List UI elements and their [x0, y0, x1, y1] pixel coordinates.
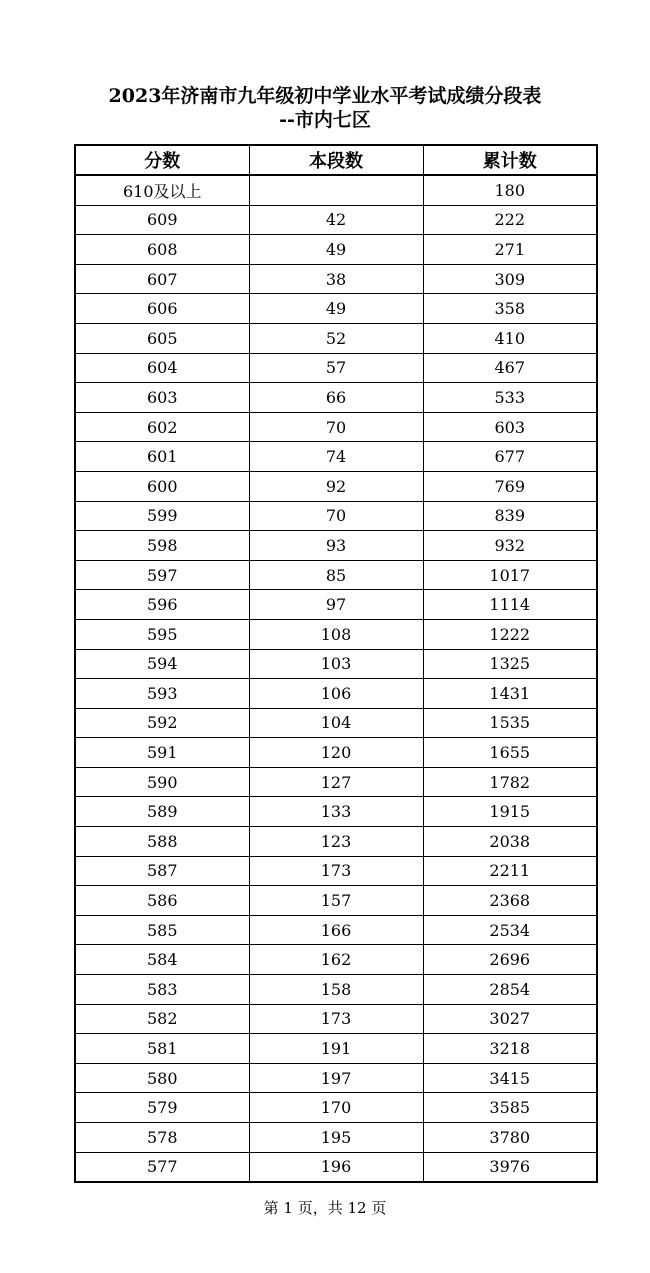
table-row: [75, 1063, 597, 1093]
table-row: [75, 205, 597, 235]
cell-score: 594: [75, 649, 249, 679]
table-row: [75, 619, 597, 649]
table-row: [75, 915, 597, 945]
header-segment-count: 本段数: [249, 145, 423, 175]
table-row: [75, 797, 597, 827]
cell-cumulative-count: 839: [423, 501, 597, 531]
cell-cumulative-count: 3415: [423, 1063, 597, 1093]
cell-cumulative-count: 410: [423, 323, 597, 353]
cell-score: 595: [75, 619, 249, 649]
table-row: [75, 1093, 597, 1123]
cell-segment-count: 103: [249, 649, 423, 679]
page-footer: 第 1 页，共 12 页: [263, 1199, 387, 1217]
table-row: [75, 975, 597, 1005]
cell-score: 585: [75, 915, 249, 945]
header-cumulative-count: 累计数: [423, 145, 597, 175]
cell-score: 583: [75, 975, 249, 1005]
cell-score: 578: [75, 1123, 249, 1153]
cell-segment-count: 197: [249, 1063, 423, 1093]
table-row: [75, 590, 597, 620]
cell-cumulative-count: 1915: [423, 797, 597, 827]
cell-score: 604: [75, 353, 249, 383]
table-row: [75, 1152, 597, 1182]
header-score: 分数: [75, 145, 249, 175]
document-subtitle: --市内七区: [279, 109, 371, 131]
cell-segment-count: 93: [249, 531, 423, 561]
cell-segment-count: 162: [249, 945, 423, 975]
cell-segment-count: 158: [249, 975, 423, 1005]
cell-score: 608: [75, 235, 249, 265]
cell-cumulative-count: 1222: [423, 619, 597, 649]
cell-cumulative-count: 3027: [423, 1004, 597, 1034]
cell-cumulative-count: 2696: [423, 945, 597, 975]
cell-segment-count: [249, 175, 423, 205]
table-row: [75, 175, 597, 205]
cell-score: 587: [75, 856, 249, 886]
table-row: [75, 708, 597, 738]
cell-score: 584: [75, 945, 249, 975]
cell-segment-count: 104: [249, 708, 423, 738]
cell-segment-count: 52: [249, 323, 423, 353]
cell-segment-count: 66: [249, 383, 423, 413]
cell-segment-count: 49: [249, 235, 423, 265]
cell-score: 593: [75, 679, 249, 709]
cell-segment-count: 97: [249, 590, 423, 620]
cell-segment-count: 191: [249, 1034, 423, 1064]
cell-cumulative-count: 1325: [423, 649, 597, 679]
cell-cumulative-count: 677: [423, 442, 597, 472]
table-row: [75, 501, 597, 531]
cell-cumulative-count: 358: [423, 294, 597, 324]
cell-cumulative-count: 2854: [423, 975, 597, 1005]
cell-score: 577: [75, 1152, 249, 1182]
cell-cumulative-count: 467: [423, 353, 597, 383]
cell-segment-count: 127: [249, 767, 423, 797]
cell-segment-count: 57: [249, 353, 423, 383]
table-row: [75, 560, 597, 590]
cell-segment-count: 106: [249, 679, 423, 709]
cell-segment-count: 120: [249, 738, 423, 768]
cell-cumulative-count: 932: [423, 531, 597, 561]
cell-score: 607: [75, 264, 249, 294]
table-row: [75, 886, 597, 916]
cell-score: 589: [75, 797, 249, 827]
cell-score: 591: [75, 738, 249, 768]
cell-cumulative-count: 2211: [423, 856, 597, 886]
cell-cumulative-count: 309: [423, 264, 597, 294]
cell-cumulative-count: 3780: [423, 1123, 597, 1153]
table-row: [75, 767, 597, 797]
cell-cumulative-count: 222: [423, 205, 597, 235]
cell-cumulative-count: 769: [423, 471, 597, 501]
cell-segment-count: 133: [249, 797, 423, 827]
cell-segment-count: 195: [249, 1123, 423, 1153]
table-row: [75, 1004, 597, 1034]
cell-score: 600: [75, 471, 249, 501]
cell-cumulative-count: 1655: [423, 738, 597, 768]
cell-cumulative-count: 1017: [423, 560, 597, 590]
cell-segment-count: 92: [249, 471, 423, 501]
table-row: [75, 1034, 597, 1064]
cell-score: 579: [75, 1093, 249, 1123]
cell-score: 605: [75, 323, 249, 353]
cell-segment-count: 108: [249, 619, 423, 649]
document-title: 2023年济南市九年级初中学业水平考试成绩分段表: [108, 85, 542, 107]
table-header-row: [75, 145, 597, 175]
cell-cumulative-count: 2534: [423, 915, 597, 945]
cell-cumulative-count: 2368: [423, 886, 597, 916]
cell-segment-count: 70: [249, 412, 423, 442]
cell-segment-count: 166: [249, 915, 423, 945]
cell-cumulative-count: 1782: [423, 767, 597, 797]
cell-segment-count: 173: [249, 1004, 423, 1034]
cell-score: 582: [75, 1004, 249, 1034]
cell-segment-count: 170: [249, 1093, 423, 1123]
cell-segment-count: 38: [249, 264, 423, 294]
cell-score: 581: [75, 1034, 249, 1064]
cell-segment-count: 123: [249, 827, 423, 857]
cell-score: 586: [75, 886, 249, 916]
cell-cumulative-count: 271: [423, 235, 597, 265]
cell-cumulative-count: 3585: [423, 1093, 597, 1123]
cell-cumulative-count: 603: [423, 412, 597, 442]
table-row: [75, 412, 597, 442]
table-row: [75, 1123, 597, 1153]
cell-score: 606: [75, 294, 249, 324]
cell-score: 610及以上: [75, 175, 249, 205]
table-row: [75, 827, 597, 857]
cell-cumulative-count: 1114: [423, 590, 597, 620]
table-row: [75, 264, 597, 294]
table-row: [75, 235, 597, 265]
table-row: [75, 323, 597, 353]
cell-score: 598: [75, 531, 249, 561]
cell-score: 609: [75, 205, 249, 235]
cell-score: 592: [75, 708, 249, 738]
table-row: [75, 294, 597, 324]
cell-cumulative-count: 533: [423, 383, 597, 413]
table-row: [75, 649, 597, 679]
cell-segment-count: 157: [249, 886, 423, 916]
cell-score: 601: [75, 442, 249, 472]
cell-score: 588: [75, 827, 249, 857]
table-body: [75, 175, 597, 1182]
table-row: [75, 679, 597, 709]
cell-cumulative-count: 1535: [423, 708, 597, 738]
table-row: [75, 353, 597, 383]
cell-segment-count: 74: [249, 442, 423, 472]
cell-score: 590: [75, 767, 249, 797]
cell-segment-count: 70: [249, 501, 423, 531]
cell-score: 602: [75, 412, 249, 442]
table-row: [75, 738, 597, 768]
cell-score: 580: [75, 1063, 249, 1093]
cell-segment-count: 85: [249, 560, 423, 590]
cell-cumulative-count: 180: [423, 175, 597, 205]
table-row: [75, 442, 597, 472]
table-row: [75, 856, 597, 886]
cell-score: 597: [75, 560, 249, 590]
cell-segment-count: 196: [249, 1152, 423, 1182]
table-row: [75, 531, 597, 561]
cell-segment-count: 49: [249, 294, 423, 324]
cell-cumulative-count: 2038: [423, 827, 597, 857]
table-row: [75, 383, 597, 413]
cell-cumulative-count: 1431: [423, 679, 597, 709]
cell-segment-count: 173: [249, 856, 423, 886]
cell-score: 603: [75, 383, 249, 413]
cell-score: 596: [75, 590, 249, 620]
table-row: [75, 471, 597, 501]
cell-cumulative-count: 3976: [423, 1152, 597, 1182]
table-row: [75, 945, 597, 975]
cell-score: 599: [75, 501, 249, 531]
cell-segment-count: 42: [249, 205, 423, 235]
cell-cumulative-count: 3218: [423, 1034, 597, 1064]
score-distribution-table: [74, 144, 598, 1183]
